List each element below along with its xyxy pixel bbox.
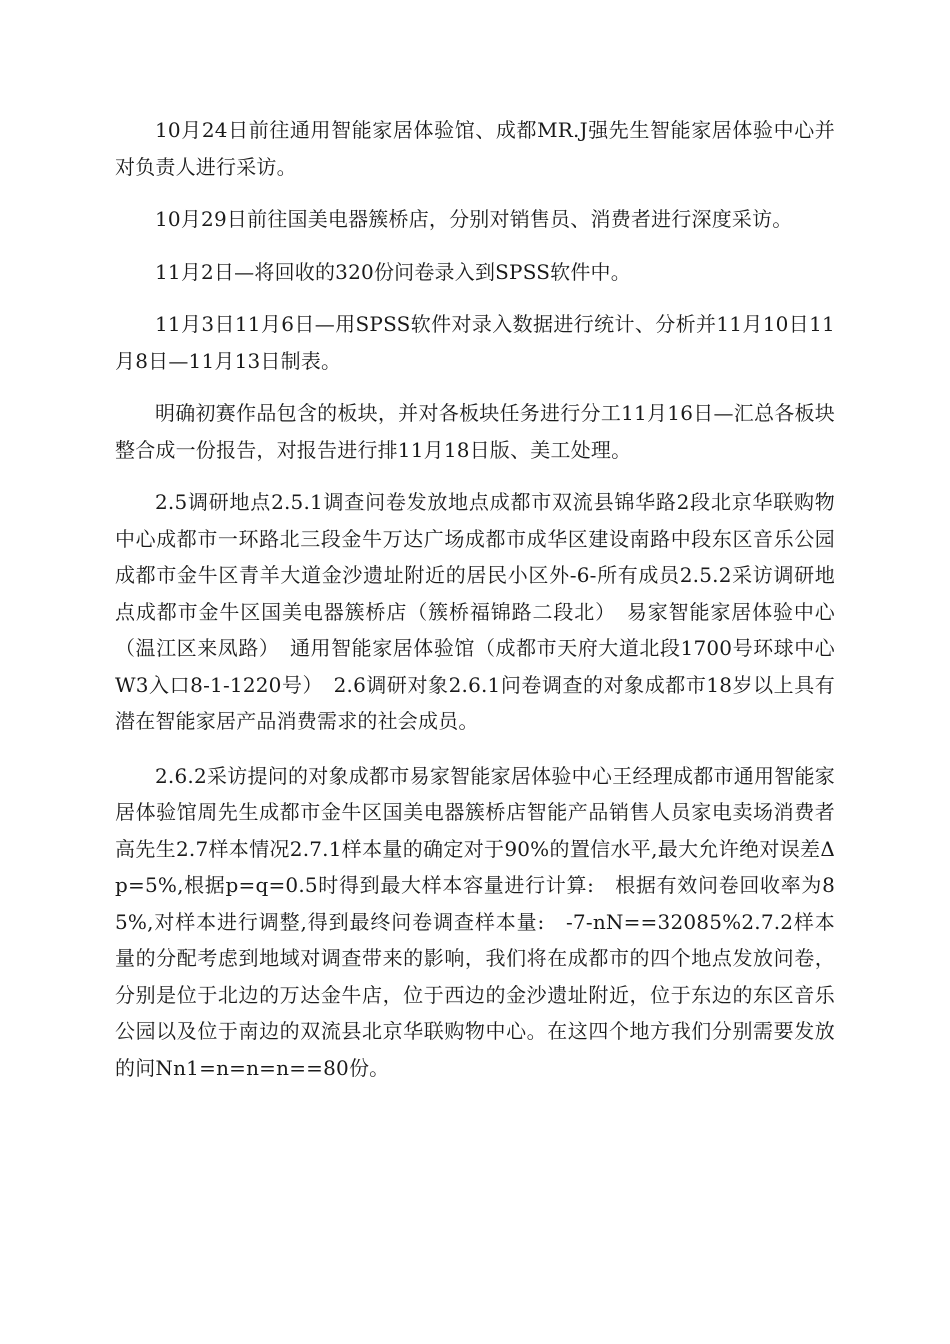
paragraph-sample-size: 2.6.2采访提问的对象成都市易家智能家居体验中心王经理成都市通用智能家居体验馆周先生成都市金牛区国美电器簇桥店智能产品销售人员家电卖场消费者高先生2.7样本情况2.7.1样本量的确定对于90%的置信水平,最大允许绝对误差Δp=5%,根据p=q=0.5时得到最大样本容量进行计算: 根据有效问卷回收率为85%,对样本进行调整,得到最终问卷调查样本量: -7-nN==32085%2.7.2样本量的分配考虑到地域对调查带来的影响，我们将在成都市的四个地点发放问卷，分别是位于北边的万达金牛店，位于西边的金沙遗址附近，位于东边的东区音乐公园以及位于南边的双流县北京华联购物中心。在这四个地方我们分别需要发放的问Nn1=n=n=n==80份。 <box>115 763 835 1080</box>
paragraph-research-locations: 2.5调研地点2.5.1调查问卷发放地点成都市双流县锦华路2段北京华联购物中心成都市一环路北三段金牛万达广场成都市成华区建设南路中段东区音乐公园成都市金牛区青羊大道金沙遗址附近的居民小区外-6-所有成员2.5.2采访调研地点成都市金牛区国美电器簇桥店（簇桥福锦路二段北） 易家智能家居体验中心（温江区来凤路） 通用智能家居体验馆（成都市天府大道北段1700号环球中心W3入口8-1-1220号） 2.6调研对象2.6.1问卷调查的对象成都市18岁以上具有潜在智能家居产品消费需求的社会成员。 <box>115 490 835 733</box>
paragraph-data-entry-nov-2: 11月2日—将回收的320份问卷录入到SPSS软件中。 <box>155 259 631 284</box>
paragraph-analysis-nov-3: 11月3日11月6日—用SPSS软件对录入数据进行统计、分析并11月10日11月8日—11月13日制表。 <box>115 312 835 373</box>
document-body <box>115 112 835 1102</box>
paragraph-report-assembly: 明确初赛作品包含的板块，并对各板块任务进行分工11月16日—汇总各板块整合成一份报告，对报告进行排11月18日版、美工处理。 <box>115 401 835 462</box>
paragraph-interview-oct-24: 10月24日前往通用智能家居体验馆、成都MR.J强先生智能家居体验中心并对负责人进行采访。 <box>115 118 835 179</box>
paragraph-interview-oct-29: 10月29日前往国美电器簇桥店，分别对销售员、消费者进行深度采访。 <box>155 207 793 231</box>
